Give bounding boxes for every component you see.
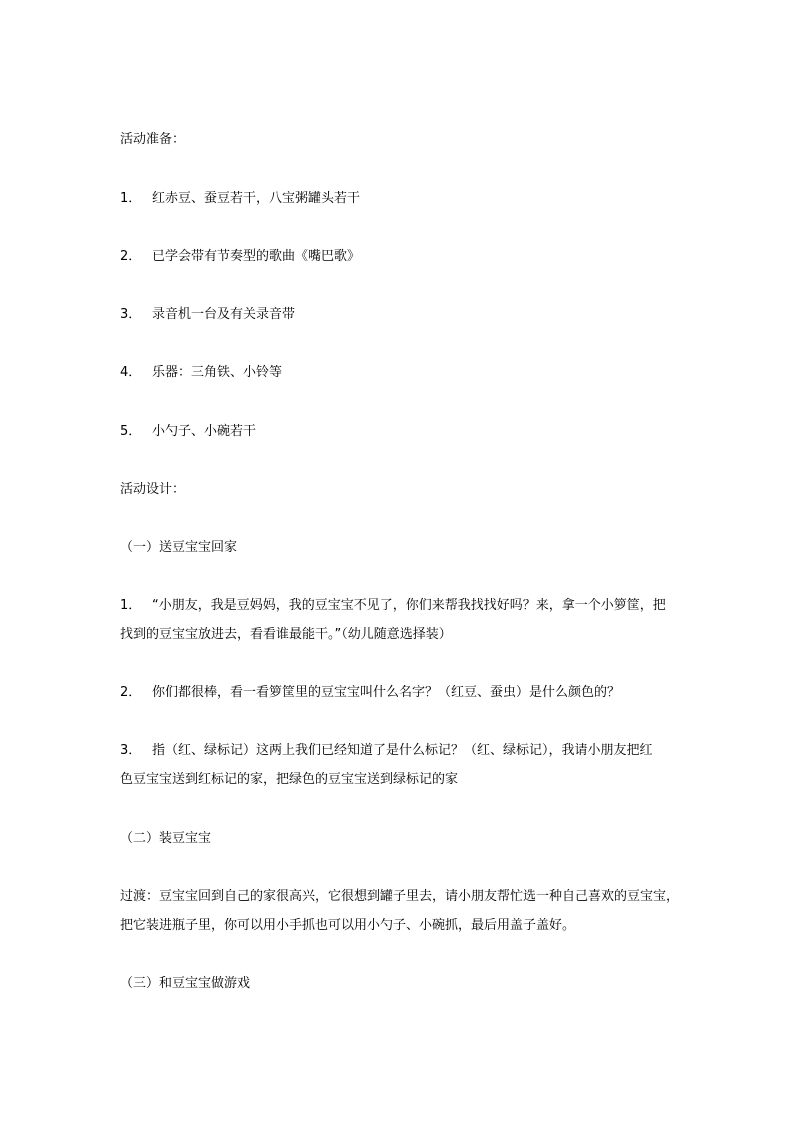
- prep-item-5: [120, 422, 680, 442]
- design-heading: 活动设计：: [120, 482, 186, 497]
- section1-title: （一）送豆宝宝回家: [120, 540, 238, 555]
- prep-item-2-number: 2．: [120, 249, 142, 264]
- section1-item-1-line1: [120, 596, 680, 616]
- prep-item-1: [120, 189, 680, 209]
- section1-item-3: [120, 741, 680, 790]
- section1-item-1-text1: “小朋友，我是豆妈妈，我的豆宝宝不见了，你们来帮我找找好吗？来，拿一个小箩筐，把: [152, 598, 666, 613]
- section1-item-1-text2: 找到的豆宝宝放进去，看看谁最能干。”（幼儿随意选择装）: [120, 627, 452, 642]
- section1-item-1: [120, 596, 680, 645]
- section2-paragraph: [120, 887, 680, 936]
- section2-line1: 过渡：豆宝宝回到自己的家很高兴，它很想到罐子里去，请小朋友帮忙选一种自己喜欢的豆宝宝，: [120, 889, 680, 904]
- section3-title: （三）和豆宝宝做游戏: [120, 976, 251, 991]
- section1-item-3-text1: 指（红、绿标记）这两上我们已经知道了是什么标记？（红、绿标记），我请小朋友把红: [152, 743, 653, 758]
- prep-item-2: [120, 247, 680, 267]
- section1-item-2-text: 你们都很棒，看一看箩筐里的豆宝宝叫什么名字？（红豆、蚕虫）是什么颜色的？: [152, 685, 621, 700]
- prep-item-1-text: 红赤豆、蚕豆若干，八宝粥罐头若干: [152, 191, 361, 206]
- prep-item-3: [120, 305, 680, 325]
- prep-item-2-text: 已学会带有节奏型的歌曲《嘴巴歌》: [152, 249, 361, 264]
- section1-item-2-number: 2．: [120, 685, 142, 700]
- prep-item-1-number: 1．: [120, 191, 142, 206]
- prep-item-4: [120, 363, 680, 383]
- prep-item-5-number: 5．: [120, 424, 142, 439]
- prep-heading: 活动准备：: [120, 132, 186, 147]
- section2-line2: 把它装进瓶子里，你可以用小手抓也可以用小勺子、小碗抓，最后用盖子盖好。: [120, 918, 576, 933]
- prep-item-3-text: 录音机一台及有关录音带: [152, 307, 296, 322]
- prep-item-5-text: 小勺子、小碗若干: [152, 424, 257, 439]
- section1-item-3-number: 3．: [120, 743, 142, 758]
- prep-item-4-number: 4．: [120, 365, 142, 380]
- section1-item-3-text2: 色豆宝宝送到红标记的家，把绿色的豆宝宝送到绿标记的家: [120, 772, 459, 787]
- prep-item-4-text: 乐器：三角铁、小铃等: [152, 365, 283, 380]
- section1-item-2: [120, 683, 680, 703]
- prep-item-3-number: 3．: [120, 307, 142, 322]
- section1-item-1-number: 1．: [120, 598, 142, 613]
- section2-title: （二）装豆宝宝: [120, 831, 212, 846]
- section1-item-3-line1: [120, 741, 680, 761]
